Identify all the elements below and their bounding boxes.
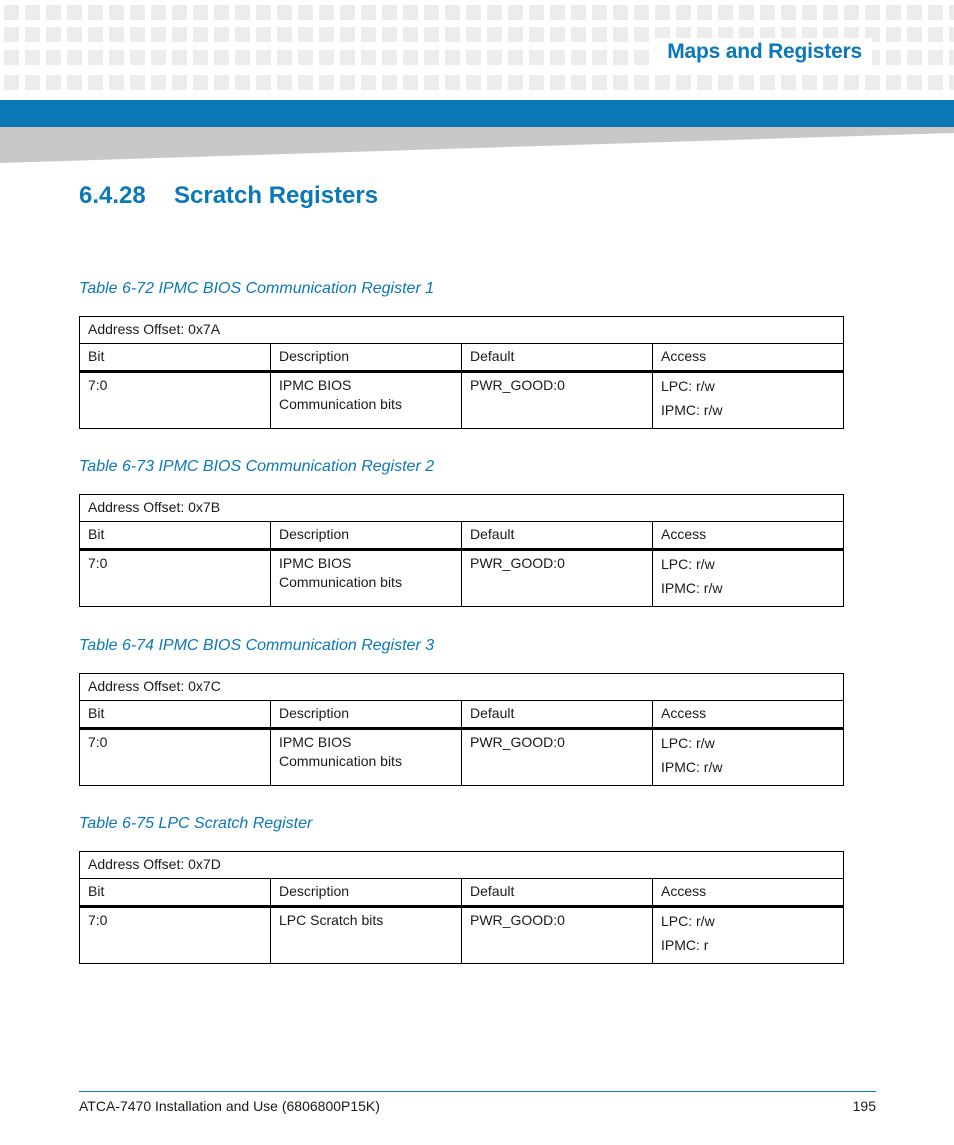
access-line: IPMC: r/w — [661, 402, 723, 418]
header-pattern-square — [46, 50, 61, 65]
header-pattern-square — [88, 5, 103, 20]
header-pattern-square — [487, 5, 502, 20]
col-header-description: Description — [271, 344, 462, 372]
address-row — [80, 674, 844, 701]
header-pattern-square — [109, 27, 124, 42]
table-caption: Table 6-73 IPMC BIOS Communication Register 2 — [79, 458, 435, 475]
header-pattern-square — [424, 27, 439, 42]
header-pattern-square — [151, 75, 166, 90]
header-pattern-square — [844, 5, 859, 20]
header-pattern-square — [214, 50, 229, 65]
header-pattern-square — [130, 50, 145, 65]
description-line: LPC Scratch bits — [279, 912, 384, 928]
description-line: Communication bits — [279, 574, 402, 590]
header-pattern-square — [172, 5, 187, 20]
header-pattern-square — [739, 5, 754, 20]
col-header-description: Description — [271, 701, 462, 729]
access-line: IPMC: r/w — [661, 759, 723, 775]
header-pattern-square — [67, 5, 82, 20]
cell-description — [271, 550, 462, 607]
section-number: 6.4.28 — [79, 182, 146, 209]
header-row — [80, 879, 844, 907]
col-header-access: Access — [653, 522, 844, 550]
header-pattern-square — [907, 75, 922, 90]
header-pattern-square — [88, 75, 103, 90]
col-header-description: Description — [271, 879, 462, 907]
header-pattern-square — [172, 75, 187, 90]
header-pattern-square — [235, 50, 250, 65]
header-pattern-square — [718, 75, 733, 90]
header-pattern-square — [949, 75, 954, 90]
header-pattern-square — [550, 75, 565, 90]
header-pattern-square — [928, 27, 943, 42]
header-pattern-square — [445, 50, 460, 65]
header-pattern-square — [886, 75, 901, 90]
header-pattern-square — [655, 75, 670, 90]
header-pattern-square — [886, 50, 901, 65]
table-caption: Table 6-72 IPMC BIOS Communication Register 1 — [79, 280, 435, 297]
header-pattern-square — [277, 5, 292, 20]
header-pattern-square — [235, 75, 250, 90]
cell-description — [271, 372, 462, 429]
address-offset-cell: Address Offset: 0x7B — [80, 495, 844, 522]
address-row — [80, 495, 844, 522]
cell-default: PWR_GOOD:0 — [462, 550, 653, 607]
header-pattern-square — [193, 50, 208, 65]
header-pattern-square — [466, 50, 481, 65]
header-pattern-square — [151, 27, 166, 42]
header-pattern-square — [256, 75, 271, 90]
header-pattern-square — [361, 27, 376, 42]
header-pattern-square — [613, 5, 628, 20]
address-row — [80, 852, 844, 879]
header-pattern-square — [46, 27, 61, 42]
header-pattern-square — [298, 50, 313, 65]
header-blue-band — [0, 100, 954, 127]
access-line: LPC: r/w — [661, 378, 715, 394]
header-pattern-square — [361, 50, 376, 65]
header-pattern-square — [130, 75, 145, 90]
header-pattern-square — [319, 5, 334, 20]
header-pattern-square — [592, 27, 607, 42]
header-pattern-square — [634, 50, 649, 65]
header-pattern-square — [760, 75, 775, 90]
header-pattern-square — [151, 50, 166, 65]
header-pattern-square — [172, 27, 187, 42]
header-pattern-square — [487, 75, 502, 90]
section-heading — [79, 182, 378, 210]
access-line: IPMC: r — [661, 937, 709, 953]
header-pattern-square — [235, 27, 250, 42]
col-header-default: Default — [462, 879, 653, 907]
header-pattern-square — [25, 27, 40, 42]
description-line: IPMC BIOS — [279, 555, 352, 571]
header-pattern-square — [886, 27, 901, 42]
header-pattern-square — [592, 5, 607, 20]
col-header-default: Default — [462, 522, 653, 550]
table-row — [80, 372, 844, 429]
header-pattern-square — [4, 75, 19, 90]
table-caption: Table 6-75 LPC Scratch Register — [79, 815, 313, 832]
col-header-access: Access — [653, 344, 844, 372]
header-pattern-square — [529, 75, 544, 90]
header-pattern-square — [4, 50, 19, 65]
header-pattern-square — [634, 5, 649, 20]
register-table-0x7b — [79, 494, 844, 607]
header-pattern-square — [466, 27, 481, 42]
header-pattern-square — [802, 75, 817, 90]
header-title: Maps and Registers — [655, 38, 872, 68]
col-header-default: Default — [462, 701, 653, 729]
header-pattern-square — [676, 5, 691, 20]
description-line: Communication bits — [279, 396, 402, 412]
header-pattern-square — [739, 75, 754, 90]
header-pattern-square — [676, 75, 691, 90]
header-pattern-square — [529, 27, 544, 42]
header-pattern-square — [697, 5, 712, 20]
access-line: LPC: r/w — [661, 735, 715, 751]
header-grey-wedge — [0, 127, 954, 163]
header-pattern-square — [109, 75, 124, 90]
header-pattern-square — [928, 50, 943, 65]
table-row — [80, 729, 844, 786]
header-pattern-square — [382, 50, 397, 65]
cell-access — [653, 372, 844, 429]
header-pattern-square — [592, 50, 607, 65]
register-table-0x7c — [79, 673, 844, 786]
header-pattern-square — [4, 5, 19, 20]
access-line: LPC: r/w — [661, 913, 715, 929]
header-pattern-square — [424, 50, 439, 65]
register-table-0x7a — [79, 316, 844, 429]
header-pattern-square — [88, 50, 103, 65]
header-pattern-square — [403, 5, 418, 20]
access-line: LPC: r/w — [661, 556, 715, 572]
cell-access — [653, 729, 844, 786]
header-pattern-square — [697, 75, 712, 90]
header-row — [80, 701, 844, 729]
description-line: IPMC BIOS — [279, 377, 352, 393]
cell-bit: 7:0 — [80, 372, 271, 429]
col-header-description: Description — [271, 522, 462, 550]
cell-description — [271, 729, 462, 786]
header-pattern-square — [403, 75, 418, 90]
header-pattern-square — [907, 5, 922, 20]
header-pattern-square — [466, 5, 481, 20]
address-offset-cell: Address Offset: 0x7A — [80, 317, 844, 344]
header-pattern-square — [298, 5, 313, 20]
header-pattern-square — [4, 27, 19, 42]
header-pattern-square — [487, 50, 502, 65]
header-pattern-square — [781, 75, 796, 90]
header-pattern-square — [718, 5, 733, 20]
address-offset-cell: Address Offset: 0x7D — [80, 852, 844, 879]
header-pattern-square — [634, 75, 649, 90]
section-title-text: Scratch Registers — [174, 182, 379, 209]
header-pattern-square — [277, 75, 292, 90]
header-pattern-square — [403, 50, 418, 65]
header-pattern-square — [235, 5, 250, 20]
header-pattern-square — [571, 50, 586, 65]
header-pattern-square — [256, 27, 271, 42]
header-pattern-square — [340, 50, 355, 65]
header-pattern-square — [949, 5, 954, 20]
cell-default: PWR_GOOD:0 — [462, 907, 653, 964]
header-pattern-square — [193, 75, 208, 90]
footer-rule — [79, 1091, 876, 1092]
header-pattern-square — [214, 5, 229, 20]
header-pattern-square — [445, 75, 460, 90]
header-pattern-square — [151, 5, 166, 20]
header-pattern-square — [655, 5, 670, 20]
header-pattern-square — [445, 5, 460, 20]
header-pattern-square — [256, 50, 271, 65]
header-pattern-square — [340, 5, 355, 20]
header-pattern-square — [382, 75, 397, 90]
header-pattern-square — [571, 5, 586, 20]
header-pattern-square — [613, 27, 628, 42]
header-pattern-square — [382, 5, 397, 20]
header-pattern-square — [823, 5, 838, 20]
header-pattern-square — [109, 5, 124, 20]
header-pattern-square — [865, 75, 880, 90]
page-number: 195 — [852, 1098, 876, 1114]
address-row — [80, 317, 844, 344]
header-pattern-square — [319, 50, 334, 65]
col-header-default: Default — [462, 344, 653, 372]
header-pattern-square — [844, 75, 859, 90]
col-header-access: Access — [653, 879, 844, 907]
header-pattern-square — [949, 50, 954, 65]
cell-default: PWR_GOOD:0 — [462, 372, 653, 429]
header-pattern-square — [508, 5, 523, 20]
header-pattern-square — [403, 27, 418, 42]
header-pattern-square — [487, 27, 502, 42]
header-pattern-square — [886, 5, 901, 20]
header-pattern-square — [361, 75, 376, 90]
header-row — [80, 522, 844, 550]
header-pattern-square — [613, 50, 628, 65]
header-pattern-square — [172, 50, 187, 65]
col-header-bit: Bit — [80, 522, 271, 550]
header-pattern-square — [508, 27, 523, 42]
header-pattern-square — [67, 75, 82, 90]
header-pattern-square — [340, 27, 355, 42]
header-pattern-square — [67, 50, 82, 65]
header-pattern-square — [508, 50, 523, 65]
header-pattern-square — [193, 5, 208, 20]
header-pattern-square — [25, 75, 40, 90]
header-pattern-square — [550, 27, 565, 42]
col-header-bit: Bit — [80, 879, 271, 907]
header-pattern-square — [298, 75, 313, 90]
header-pattern-square — [130, 27, 145, 42]
header-pattern-square — [382, 27, 397, 42]
header-pattern-square — [781, 5, 796, 20]
col-header-bit: Bit — [80, 344, 271, 372]
header-pattern-square — [319, 27, 334, 42]
table-row — [80, 907, 844, 964]
col-header-bit: Bit — [80, 701, 271, 729]
header-pattern-square — [256, 5, 271, 20]
header-pattern-square — [508, 75, 523, 90]
header-pattern-square — [823, 75, 838, 90]
col-header-access: Access — [653, 701, 844, 729]
header-pattern-square — [445, 27, 460, 42]
header-pattern-square — [193, 27, 208, 42]
cell-access — [653, 550, 844, 607]
table-caption: Table 6-74 IPMC BIOS Communication Register 3 — [79, 637, 435, 654]
header-pattern-square — [214, 75, 229, 90]
header-pattern-square — [529, 5, 544, 20]
description-line: Communication bits — [279, 753, 402, 769]
header-pattern-square — [529, 50, 544, 65]
header-pattern-square — [613, 75, 628, 90]
header-pattern-square — [907, 27, 922, 42]
header-pattern-square — [424, 5, 439, 20]
header-pattern-square — [130, 5, 145, 20]
header-pattern-square — [466, 75, 481, 90]
address-offset-cell: Address Offset: 0x7C — [80, 674, 844, 701]
header-pattern-square — [634, 27, 649, 42]
header-pattern-square — [949, 27, 954, 42]
table-row — [80, 550, 844, 607]
header-pattern-square — [550, 50, 565, 65]
header-pattern-square — [88, 27, 103, 42]
header-row — [80, 344, 844, 372]
header-pattern-square — [214, 27, 229, 42]
header-pattern-square — [319, 75, 334, 90]
header-pattern-square — [550, 5, 565, 20]
header-pattern-square — [277, 27, 292, 42]
header-pattern-square — [592, 75, 607, 90]
cell-access — [653, 907, 844, 964]
header-pattern-square — [46, 75, 61, 90]
header-pattern-square — [571, 75, 586, 90]
header-pattern-square — [109, 50, 124, 65]
header-pattern-square — [298, 27, 313, 42]
cell-description — [271, 907, 462, 964]
header-pattern-square — [928, 5, 943, 20]
access-line: IPMC: r/w — [661, 580, 723, 596]
header-pattern-square — [424, 75, 439, 90]
cell-bit: 7:0 — [80, 907, 271, 964]
footer-doc-title: ATCA-7470 Installation and Use (6806800P15K) — [79, 1098, 380, 1114]
header-pattern-square — [802, 5, 817, 20]
header-pattern-square — [907, 50, 922, 65]
cell-bit: 7:0 — [80, 729, 271, 786]
header-pattern-square — [46, 5, 61, 20]
cell-default: PWR_GOOD:0 — [462, 729, 653, 786]
header-pattern-square — [760, 5, 775, 20]
header-pattern-square — [865, 5, 880, 20]
header-pattern-square — [67, 27, 82, 42]
register-table-0x7d — [79, 851, 844, 964]
cell-bit: 7:0 — [80, 550, 271, 607]
header-pattern-square — [928, 75, 943, 90]
header-pattern-square — [277, 50, 292, 65]
header-pattern-square — [25, 50, 40, 65]
description-line: IPMC BIOS — [279, 734, 352, 750]
header-pattern-square — [340, 75, 355, 90]
header-pattern-square — [361, 5, 376, 20]
header-pattern-square — [25, 5, 40, 20]
header-pattern-square — [571, 27, 586, 42]
